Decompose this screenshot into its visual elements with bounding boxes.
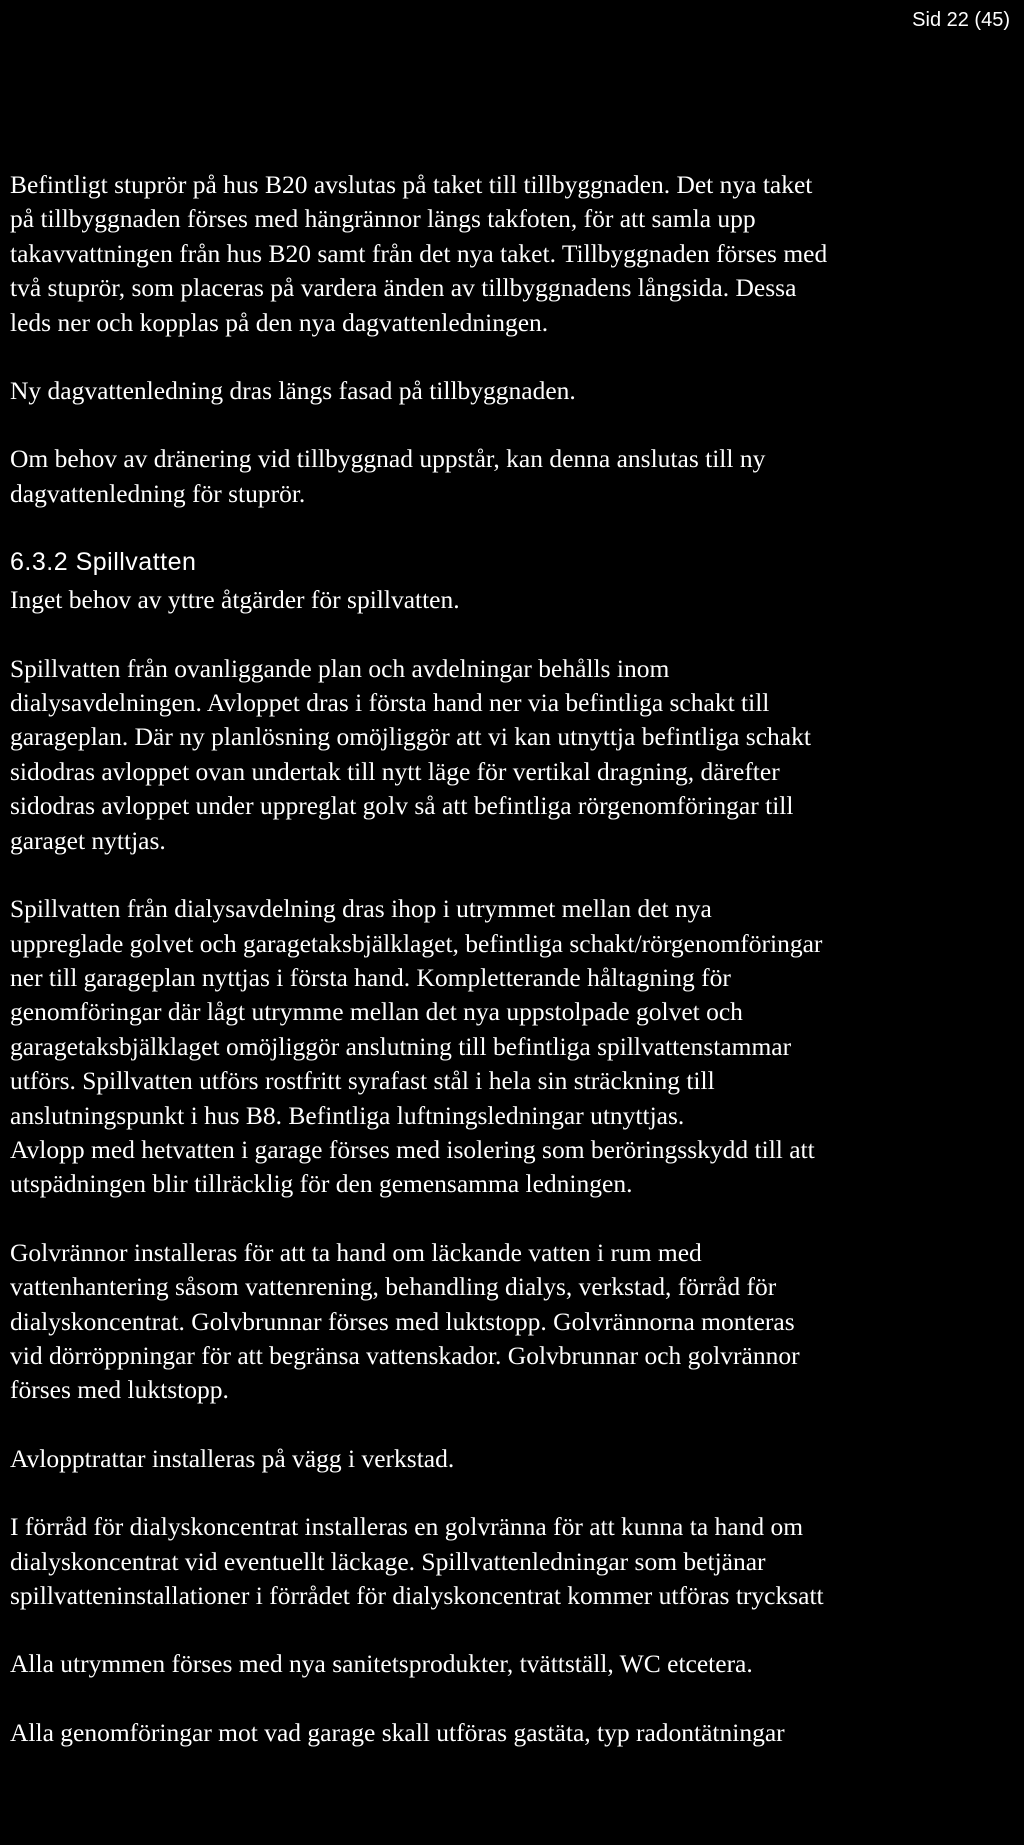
paragraph-sanitetsprodukter: Alla utrymmen förses med nya sanitetsprodukter, tvättställ, WC etcetera. [10, 1649, 753, 1679]
paragraph-forrad: I förråd för dialyskoncentrat installeras en golvränna för att kunna ta hand om dialyskoncentrat vid eventuellt läckage. Spillvattenledningar som betjänar spillvatteninstallationer i förrådet för dialyskoncentrat kommer utföras trycksatt [10, 1512, 824, 1610]
section-heading [10, 545, 1016, 579]
paragraph-inget-behov: Inget behov av yttre åtgärder för spillvatten. [10, 585, 460, 615]
page-number: Sid 22 (45) [912, 9, 1010, 31]
paragraph-golvrannor: Golvrännor installeras för att ta hand om läckande vatten i rum med vattenhantering såsom vattenrening, behandling dialys, verkstad, förråd för dialyskoncentrat. Golvbrunnar förses med luktstopp. Golvrännorna monteras vid dörröppningar för att begränsa vattenskador. Golvbrunnar och golvrännor förses med luktstopp. [10, 1237, 800, 1405]
paragraph-stupror: Befintligt stuprör på hus B20 avslutas på taket till tillbyggnaden. Det nya taket på tillbyggnaden förses med hängrännor längs takfoten, för att samla upp takavvattningen från hus B20 samt från det nya taket. Tillbyggnaden förses med två stuprör, som placeras på vardera änden av tillbyggnadens långsida. Dessa leds ner och kopplas på den nya dagvattenledningen. [10, 170, 828, 337]
section-title: Spillvatten [75, 548, 197, 577]
paragraph-dranering: Om behov av dränering vid tillbyggnad uppstår, kan denna anslutas till ny dagvattenledning för stuprör. [10, 444, 766, 508]
paragraph-dialysavdelning: Spillvatten från dialysavdelning dras ihop i utrymmet mellan det nya uppreglade golvet och garagetaksbjälklaget, befintliga schakt/rörgenomföringar ner till garageplan nyttjas i första hand. Kompletterande håltagning för genomföringar där lågt utrymme mellan det nya uppstolpade golvet och garagetaksbjälklaget omöjliggör anslutning till befintliga spillvattenstammar utförs. Spillvatten utförs rostfritt syrafast stål i hela sin sträckning till anslutningspunkt i hus B8. Befintliga luftningsledningar utnyttjas. Avlopp med hetvatten i garage förses med isolering som beröringsskydd till att utspädningen blir tillräcklig för den gemensamma ledningen. [10, 894, 823, 1199]
document-body [10, 168, 1016, 1750]
paragraph-ovanliggande-plan: Spillvatten från ovanliggande plan och avdelningar behålls inom dialysavdelningen. Avloppet dras i första hand ner via befintliga schakt till garageplan. Där ny planlösning omöjliggör att vi kan utnyttja befintliga schakt sidodras avloppet ovan undertak till nytt läge för vertikal dragning, därefter sidodras avloppet under uppreglat golv så att befintliga rörgenomföringar till garaget nyttjas. [10, 653, 811, 855]
paragraph-genomforingar: Alla genomföringar mot vad garage skall utföras gastäta, typ radontätningar [10, 1717, 785, 1747]
paragraph-avlopptrattar: Avlopptrattar installeras på vägg i verkstad. [10, 1443, 455, 1473]
paragraph-dagvattenledning: Ny dagvattenledning dras längs fasad på tillbyggnaden. [10, 376, 576, 406]
section-number: 6.3.2 [10, 548, 69, 577]
